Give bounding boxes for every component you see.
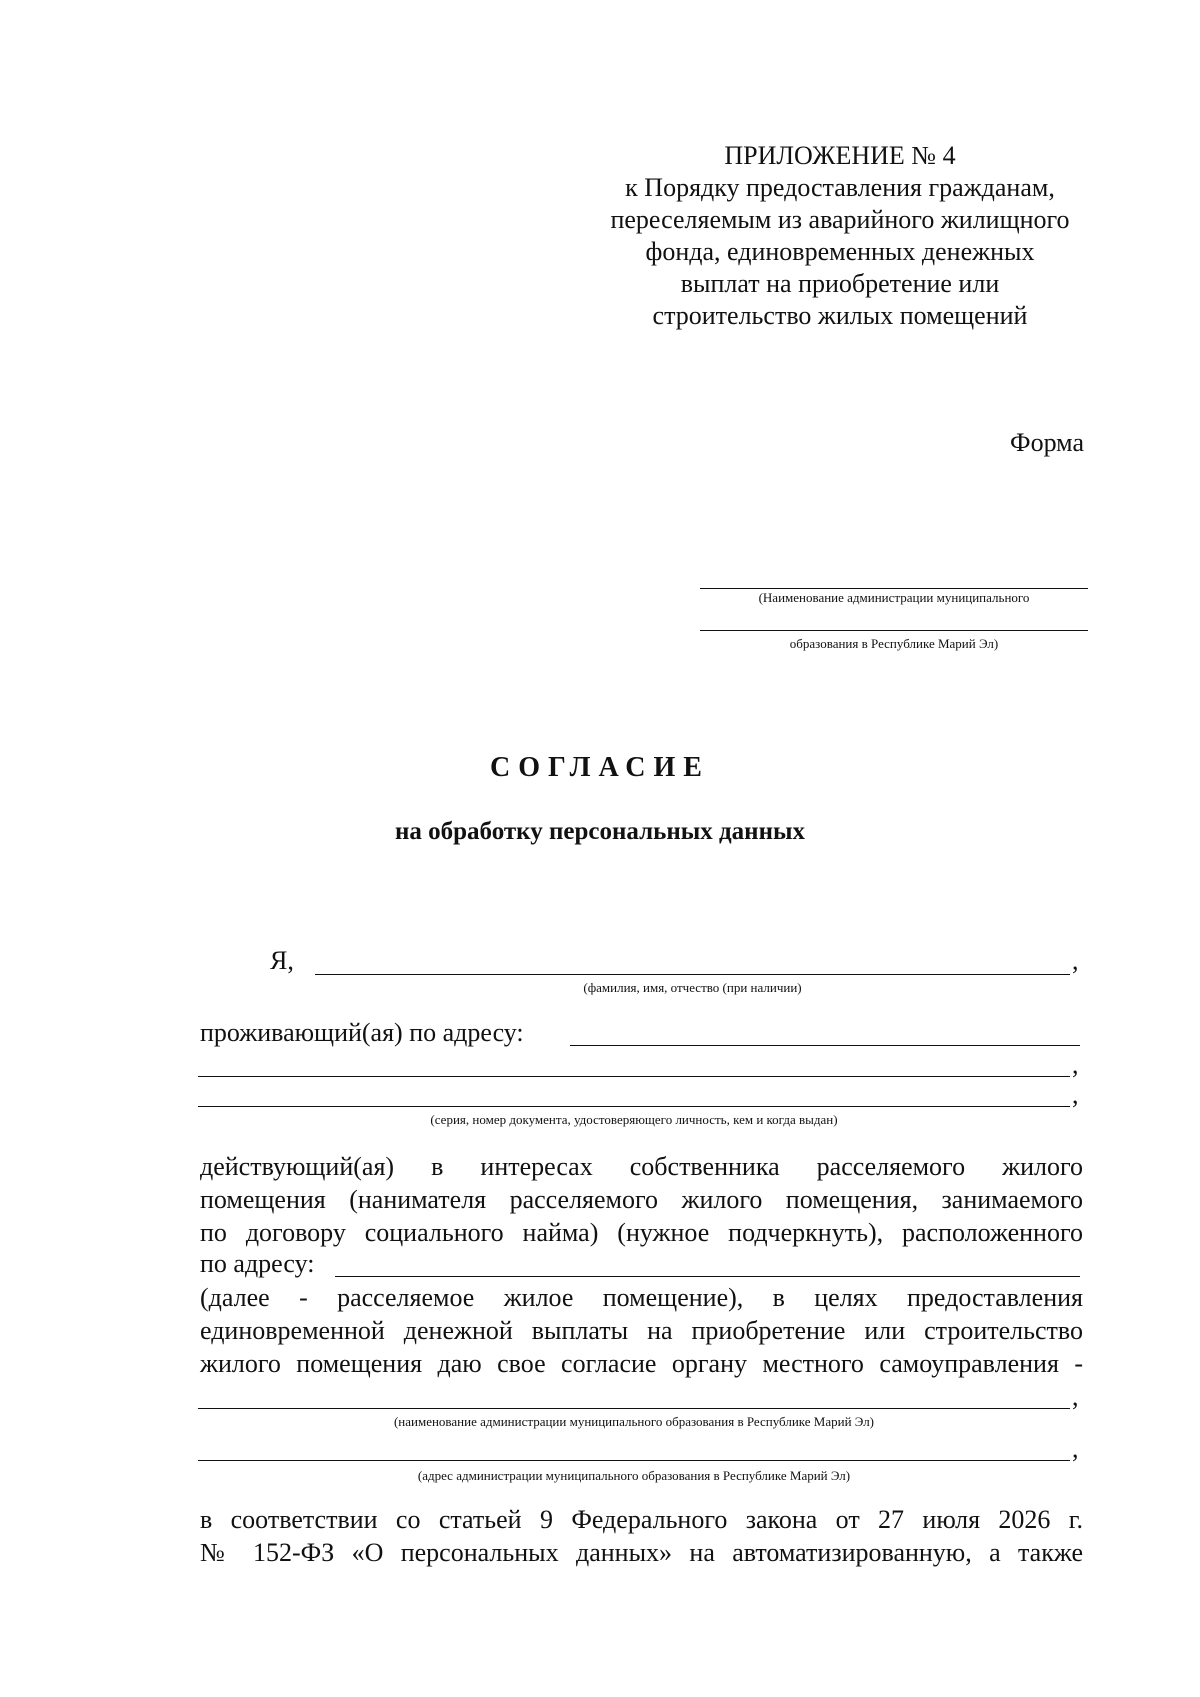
appendix-header (560, 140, 1120, 332)
comma: , (1072, 1050, 1079, 1079)
fio-field[interactable] (315, 974, 1070, 975)
authority-address-caption: (адрес администрации муниципального образования в Республике Марий Эл) (417, 1468, 851, 1483)
document-title: СОГЛАСИЕ (490, 752, 710, 783)
document-field[interactable] (198, 1106, 1070, 1107)
admin-name-caption-1: (Наименование администрации муниципального (758, 590, 1030, 605)
form-label: Форма (1010, 428, 1084, 457)
comma: , (1072, 1080, 1079, 1109)
paragraph-line: № 152-ФЗ «О персональных данных» на автоматизированную, а также (200, 1538, 1083, 1567)
address-field-line-2[interactable] (198, 1076, 1070, 1077)
document-subtitle: на обработку персональных данных (395, 818, 805, 845)
paragraph-line: по договору социального найма) (нужное подчеркнуть), расположенного (200, 1218, 1083, 1247)
paragraph-line: действующий(ая) в интересах собственника расселяемого жилого (200, 1152, 1083, 1181)
comma: , (1072, 1382, 1079, 1411)
paragraph-line: помещения (нанимателя расселяемого жилого помещения, занимаемого (200, 1185, 1083, 1214)
address-label: проживающий(ая) по адресу: (200, 1018, 524, 1047)
appendix-line: к Порядку предоставления гражданам, (625, 173, 1055, 202)
comma: , (1072, 1434, 1079, 1463)
paragraph-1-address-label: по адресу: (200, 1249, 315, 1278)
address-field[interactable] (570, 1045, 1080, 1046)
paragraph-line: в соответствии со статьей 9 Федерального закона от 27 июля 2026 г. (200, 1505, 1083, 1534)
i-label: Я, (270, 946, 294, 975)
appendix-line: переселяемым из аварийного жилищного (610, 205, 1070, 234)
paragraph-1 (200, 1150, 1083, 1249)
admin-name-line-1[interactable] (700, 588, 1088, 589)
authority-name-field[interactable] (198, 1408, 1070, 1409)
paragraph-line: (далее - расселяемое жилое помещение), в целях предоставления (200, 1283, 1083, 1312)
comma: , (1072, 946, 1079, 975)
admin-name-line-2[interactable] (700, 630, 1088, 631)
appendix-title: ПРИЛОЖЕНИЕ № 4 (724, 141, 956, 170)
paragraph-line: единовременной денежной выплаты на приобретение или строительство (200, 1316, 1083, 1345)
paragraph-3 (200, 1503, 1083, 1569)
fio-caption: (фамилия, имя, отчество (при наличии) (583, 980, 802, 995)
appendix-line: выплат на приобретение или (680, 269, 1000, 298)
authority-name-caption: (наименование администрации муниципального образования в Республике Марий Эл) (393, 1414, 875, 1429)
appendix-line: строительство жилых помещений (652, 301, 1028, 330)
property-address-field[interactable] (335, 1276, 1080, 1277)
paragraph-2 (200, 1281, 1083, 1380)
document-caption: (серия, номер документа, удостоверяющего личность, кем и когда выдан) (430, 1112, 838, 1127)
admin-name-caption-2: образования в Республике Марий Эл) (789, 636, 999, 651)
paragraph-line: жилого помещения даю свое согласие органу местного самоуправления - (200, 1349, 1083, 1378)
appendix-line: фонда, единовременных денежных (645, 237, 1035, 266)
authority-address-field[interactable] (198, 1460, 1070, 1461)
